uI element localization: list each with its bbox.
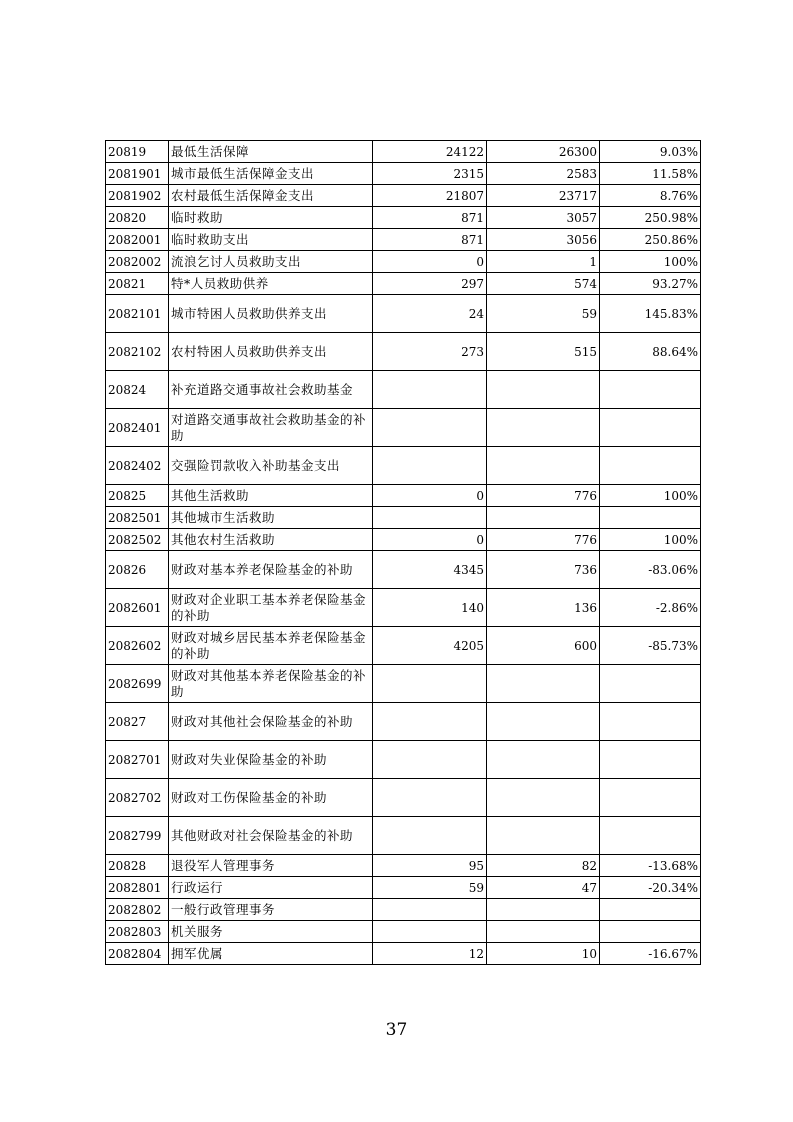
current-year-value-cell <box>487 741 600 779</box>
growth-rate-cell: 8.76% <box>600 185 701 207</box>
account-name-cell: 最低生活保障 <box>169 141 373 163</box>
current-year-value-cell: 2583 <box>487 163 600 185</box>
account-name-cell: 一般行政管理事务 <box>169 899 373 921</box>
account-code-cell: 2082401 <box>106 409 169 447</box>
growth-rate-cell <box>600 817 701 855</box>
current-year-value-cell: 3057 <box>487 207 600 229</box>
current-year-value-cell: 600 <box>487 627 600 665</box>
account-name-cell: 对道路交通事故社会救助基金的补助 <box>169 409 373 447</box>
account-code-cell: 2082701 <box>106 741 169 779</box>
account-code-cell: 2082102 <box>106 333 169 371</box>
growth-rate-cell: 88.64% <box>600 333 701 371</box>
account-code-cell: 2082803 <box>106 921 169 943</box>
account-name-cell: 财政对基本养老保险基金的补助 <box>169 551 373 589</box>
table-row <box>106 273 701 295</box>
current-year-value-cell <box>487 507 600 529</box>
account-name-cell: 财政对工伤保险基金的补助 <box>169 779 373 817</box>
prior-year-value-cell: 21807 <box>373 185 487 207</box>
account-code-cell: 2082804 <box>106 943 169 965</box>
table-row <box>106 855 701 877</box>
growth-rate-cell <box>600 779 701 817</box>
account-name-cell: 财政对其他基本养老保险基金的补助 <box>169 665 373 703</box>
prior-year-value-cell: 871 <box>373 207 487 229</box>
prior-year-value-cell: 140 <box>373 589 487 627</box>
prior-year-value-cell <box>373 817 487 855</box>
prior-year-value-cell <box>373 779 487 817</box>
account-name-cell: 机关服务 <box>169 921 373 943</box>
growth-rate-cell: 250.86% <box>600 229 701 251</box>
prior-year-value-cell <box>373 899 487 921</box>
growth-rate-cell: 11.58% <box>600 163 701 185</box>
table-row <box>106 779 701 817</box>
current-year-value-cell: 1 <box>487 251 600 273</box>
table-row <box>106 207 701 229</box>
prior-year-value-cell: 871 <box>373 229 487 251</box>
table-row <box>106 409 701 447</box>
account-name-cell: 其他生活救助 <box>169 485 373 507</box>
current-year-value-cell <box>487 409 600 447</box>
growth-rate-cell <box>600 507 701 529</box>
table-row <box>106 551 701 589</box>
prior-year-value-cell <box>373 741 487 779</box>
account-code-cell: 20826 <box>106 551 169 589</box>
current-year-value-cell: 47 <box>487 877 600 899</box>
account-name-cell: 农村最低生活保障金支出 <box>169 185 373 207</box>
account-name-cell: 财政对企业职工基本养老保险基金的补助 <box>169 589 373 627</box>
table-row <box>106 817 701 855</box>
growth-rate-cell <box>600 447 701 485</box>
table-row <box>106 229 701 251</box>
account-code-cell: 2082502 <box>106 529 169 551</box>
account-code-cell: 20821 <box>106 273 169 295</box>
prior-year-value-cell: 95 <box>373 855 487 877</box>
table-row <box>106 665 701 703</box>
budget-table-body <box>106 141 701 965</box>
growth-rate-cell: 100% <box>600 485 701 507</box>
prior-year-value-cell: 4205 <box>373 627 487 665</box>
table-row <box>106 185 701 207</box>
current-year-value-cell: 776 <box>487 485 600 507</box>
growth-rate-cell: 100% <box>600 251 701 273</box>
account-code-cell: 2082702 <box>106 779 169 817</box>
prior-year-value-cell: 273 <box>373 333 487 371</box>
account-name-cell: 其他农村生活救助 <box>169 529 373 551</box>
account-code-cell: 2081901 <box>106 163 169 185</box>
table-row <box>106 163 701 185</box>
account-name-cell: 财政对其他社会保险基金的补助 <box>169 703 373 741</box>
growth-rate-cell: -20.34% <box>600 877 701 899</box>
growth-rate-cell <box>600 703 701 741</box>
table-row <box>106 877 701 899</box>
account-code-cell: 2082801 <box>106 877 169 899</box>
account-name-cell: 交强险罚款收入补助基金支出 <box>169 447 373 485</box>
account-code-cell: 2082402 <box>106 447 169 485</box>
account-name-cell: 补充道路交通事故社会救助基金 <box>169 371 373 409</box>
current-year-value-cell: 136 <box>487 589 600 627</box>
current-year-value-cell: 23717 <box>487 185 600 207</box>
current-year-value-cell: 10 <box>487 943 600 965</box>
account-name-cell: 城市最低生活保障金支出 <box>169 163 373 185</box>
account-code-cell: 20825 <box>106 485 169 507</box>
current-year-value-cell: 776 <box>487 529 600 551</box>
account-name-cell: 其他城市生活救助 <box>169 507 373 529</box>
growth-rate-cell <box>600 665 701 703</box>
account-code-cell: 2081902 <box>106 185 169 207</box>
account-code-cell: 2082601 <box>106 589 169 627</box>
current-year-value-cell: 82 <box>487 855 600 877</box>
account-code-cell: 2082002 <box>106 251 169 273</box>
current-year-value-cell <box>487 779 600 817</box>
account-name-cell: 财政对失业保险基金的补助 <box>169 741 373 779</box>
account-name-cell: 特*人员救助供养 <box>169 273 373 295</box>
account-name-cell: 临时救助 <box>169 207 373 229</box>
prior-year-value-cell: 0 <box>373 251 487 273</box>
growth-rate-cell: -13.68% <box>600 855 701 877</box>
growth-rate-cell: -2.86% <box>600 589 701 627</box>
current-year-value-cell: 59 <box>487 295 600 333</box>
table-row <box>106 741 701 779</box>
table-row <box>106 251 701 273</box>
growth-rate-cell <box>600 741 701 779</box>
current-year-value-cell <box>487 703 600 741</box>
account-name-cell: 农村特困人员救助供养支出 <box>169 333 373 371</box>
account-code-cell: 20820 <box>106 207 169 229</box>
prior-year-value-cell: 12 <box>373 943 487 965</box>
current-year-value-cell: 574 <box>487 273 600 295</box>
account-name-cell: 临时救助支出 <box>169 229 373 251</box>
account-code-cell: 2082501 <box>106 507 169 529</box>
account-code-cell: 2082101 <box>106 295 169 333</box>
prior-year-value-cell <box>373 665 487 703</box>
current-year-value-cell <box>487 899 600 921</box>
account-name-cell: 退役军人管理事务 <box>169 855 373 877</box>
table-row <box>106 627 701 665</box>
prior-year-value-cell <box>373 447 487 485</box>
prior-year-value-cell: 2315 <box>373 163 487 185</box>
current-year-value-cell <box>487 817 600 855</box>
account-code-cell: 20819 <box>106 141 169 163</box>
table-row <box>106 485 701 507</box>
growth-rate-cell: 100% <box>600 529 701 551</box>
current-year-value-cell <box>487 447 600 485</box>
account-code-cell: 2082699 <box>106 665 169 703</box>
account-code-cell: 20827 <box>106 703 169 741</box>
table-row <box>106 703 701 741</box>
account-name-cell: 城市特困人员救助供养支出 <box>169 295 373 333</box>
prior-year-value-cell: 4345 <box>373 551 487 589</box>
growth-rate-cell: -83.06% <box>600 551 701 589</box>
growth-rate-cell <box>600 409 701 447</box>
current-year-value-cell <box>487 921 600 943</box>
prior-year-value-cell: 0 <box>373 529 487 551</box>
growth-rate-cell <box>600 921 701 943</box>
table-row <box>106 507 701 529</box>
prior-year-value-cell <box>373 703 487 741</box>
current-year-value-cell: 736 <box>487 551 600 589</box>
account-name-cell: 财政对城乡居民基本养老保险基金的补助 <box>169 627 373 665</box>
growth-rate-cell <box>600 899 701 921</box>
prior-year-value-cell: 24 <box>373 295 487 333</box>
growth-rate-cell <box>600 371 701 409</box>
growth-rate-cell: 93.27% <box>600 273 701 295</box>
prior-year-value-cell: 0 <box>373 485 487 507</box>
account-code-cell: 20824 <box>106 371 169 409</box>
prior-year-value-cell <box>373 507 487 529</box>
account-code-cell: 2082799 <box>106 817 169 855</box>
table-row <box>106 943 701 965</box>
table-row <box>106 371 701 409</box>
account-name-cell: 其他财政对社会保险基金的补助 <box>169 817 373 855</box>
table-row <box>106 589 701 627</box>
growth-rate-cell: 145.83% <box>600 295 701 333</box>
prior-year-value-cell: 297 <box>373 273 487 295</box>
growth-rate-cell: -16.67% <box>600 943 701 965</box>
current-year-value-cell <box>487 665 600 703</box>
prior-year-value-cell: 24122 <box>373 141 487 163</box>
current-year-value-cell <box>487 371 600 409</box>
table-row <box>106 447 701 485</box>
account-name-cell: 拥军优属 <box>169 943 373 965</box>
budget-table <box>105 140 701 965</box>
prior-year-value-cell <box>373 921 487 943</box>
prior-year-value-cell <box>373 409 487 447</box>
current-year-value-cell: 26300 <box>487 141 600 163</box>
table-row <box>106 529 701 551</box>
account-name-cell: 行政运行 <box>169 877 373 899</box>
table-row <box>106 921 701 943</box>
table-row <box>106 333 701 371</box>
growth-rate-cell: 9.03% <box>600 141 701 163</box>
account-code-cell: 2082602 <box>106 627 169 665</box>
current-year-value-cell: 515 <box>487 333 600 371</box>
prior-year-value-cell <box>373 371 487 409</box>
account-code-cell: 2082802 <box>106 899 169 921</box>
table-row <box>106 899 701 921</box>
prior-year-value-cell: 59 <box>373 877 487 899</box>
current-year-value-cell: 3056 <box>487 229 600 251</box>
account-name-cell: 流浪乞讨人员救助支出 <box>169 251 373 273</box>
table-row <box>106 141 701 163</box>
account-code-cell: 20828 <box>106 855 169 877</box>
account-code-cell: 2082001 <box>106 229 169 251</box>
growth-rate-cell: -85.73% <box>600 627 701 665</box>
page-number: 37 <box>385 1020 408 1040</box>
table-row <box>106 295 701 333</box>
growth-rate-cell: 250.98% <box>600 207 701 229</box>
